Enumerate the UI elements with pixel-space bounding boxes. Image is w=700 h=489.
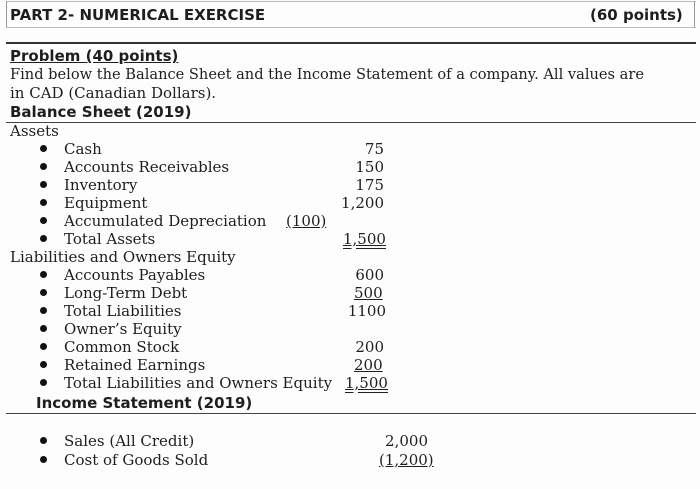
item-value: 1,200 [341,194,384,212]
item-label: Total Liabilities and Owners Equity [64,374,333,392]
income-statement-title: Income Statement (2019) [36,394,253,412]
item-value: 150 [355,158,384,176]
bullet-icon [40,163,47,170]
assets-label: Assets [10,122,59,140]
item-value: 2,000 [385,432,428,450]
item-value: (1,200) [379,451,434,469]
part-title: PART 2- NUMERICAL EXERCISE [10,6,266,24]
points-label: (60 points) [590,6,683,24]
item-value: 200 [355,338,384,356]
bullet-icon [40,217,47,224]
item-value: 600 [355,266,384,284]
bullet-icon [40,145,47,152]
bullet-icon [40,437,47,444]
item-value: 200 [354,356,383,374]
item-label: Cash [64,140,102,158]
bullet-icon [40,289,47,296]
item-label: Accounts Receivables [64,158,230,176]
item-label: Total Assets [64,230,156,248]
problem-title: Problem (40 points) [10,47,179,65]
item-label: Retained Earnings [64,356,206,374]
bullet-icon [40,199,47,206]
bullet-icon [40,379,47,386]
problem-intro-line1: Find below the Balance Sheet and the Income Statement of a company. All values are [10,66,644,83]
bullet-icon [40,181,47,188]
item-label: Accumulated Depreciation [64,212,267,230]
bullet-icon [40,361,47,368]
item-label: Long-Term Debt [64,284,188,302]
item-value: 75 [364,140,384,158]
item-label: Accounts Payables [64,266,206,284]
liabilities-label: Liabilities and Owners Equity [10,248,236,266]
item-label: Inventory [64,176,138,194]
balance-sheet-title: Balance Sheet (2019) [10,103,192,121]
item-value: 500 [354,284,383,302]
item-value: 1100 [347,302,386,320]
item-value: 1,500 [345,374,388,392]
bullet-icon [40,343,47,350]
bullet-icon [40,271,47,278]
problem-intro-line2: in CAD (Canadian Dollars). [10,84,217,102]
bullet-icon [40,307,47,314]
bullet-icon [40,235,47,242]
item-label: Cost of Goods Sold [64,451,209,469]
item-value: (100) [286,212,327,230]
item-label: Common Stock [64,338,180,356]
item-label: Owner’s Equity [64,320,182,338]
item-label: Total Liabilities [64,302,182,320]
bullet-icon [40,456,47,463]
item-value: 175 [355,176,384,194]
item-value: 1,500 [343,230,386,248]
item-label: Sales (All Credit) [64,432,195,450]
bullet-icon [40,325,47,332]
item-label: Equipment [64,194,148,212]
